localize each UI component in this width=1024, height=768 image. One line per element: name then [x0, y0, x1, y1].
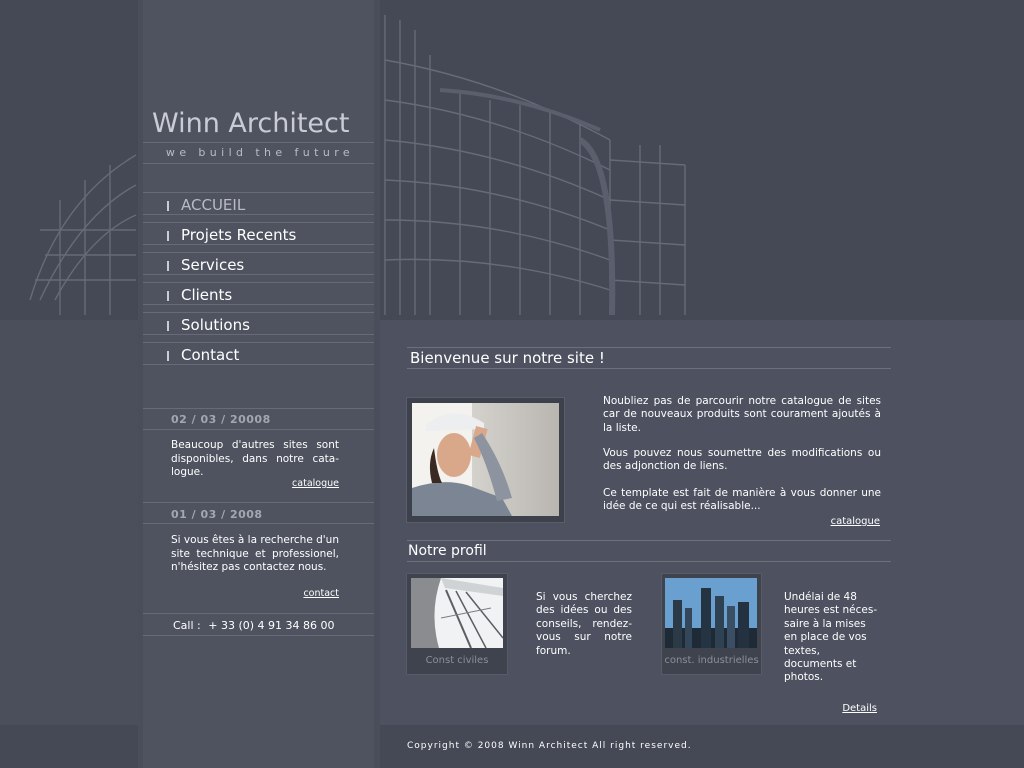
nav-item-label: ACCUEIL [181, 196, 246, 214]
nav-item-label: Clients [181, 286, 233, 304]
call-info [173, 619, 335, 632]
profile-card-text: Si vous cherchez des idées ou des conseils, rendez-vous sur notre forum. [536, 591, 632, 657]
nav-marker-icon [167, 351, 169, 361]
divider [143, 304, 374, 305]
divider [143, 364, 374, 365]
nav-item-projets-recents[interactable] [143, 222, 374, 244]
nav-item-accueil[interactable] [143, 192, 374, 214]
divider [143, 408, 374, 409]
call-number[interactable]: + 33 (0) 4 91 34 86 00 [208, 619, 335, 632]
news-link-contact[interactable]: contact [303, 588, 339, 599]
section-divider [407, 561, 891, 562]
section-divider [407, 368, 891, 369]
news-text: Si vous êtes à la recherche d'un site technique et professionel, n'hésitez pas contactez nous. [171, 534, 339, 573]
divider [143, 502, 374, 503]
profile-card-caption: const. industrielles [664, 655, 759, 666]
left-header-panel [0, 0, 138, 320]
nav-item-clients[interactable] [143, 282, 374, 304]
welcome-catalogue-link[interactable]: catalogue [830, 516, 880, 527]
civil-construction-photo [411, 578, 503, 648]
divider [143, 334, 374, 335]
divider [143, 613, 374, 614]
news-text: Beaucoup d'autres sites sont disponibles, dans notre cata-logue. [171, 439, 339, 478]
profile-card-civiles[interactable] [406, 573, 508, 675]
nav-item-label: Services [181, 256, 245, 274]
site-logo-title[interactable]: Winn Architect [152, 108, 350, 139]
nav-marker-icon [167, 231, 169, 241]
industrial-buildings-photo [665, 578, 757, 648]
nav-marker-icon [167, 261, 169, 271]
nav-item-contact[interactable] [143, 342, 374, 364]
nav-item-label: Solutions [181, 316, 250, 334]
call-label: Call : [173, 619, 201, 632]
header-banner [380, 0, 1024, 320]
profile-card-industrielles[interactable] [661, 573, 762, 675]
profile-card-caption: Const civiles [425, 655, 489, 666]
nav-marker-icon [167, 201, 169, 211]
site-tagline: we build the future [165, 146, 355, 159]
nav-item-services[interactable] [143, 252, 374, 274]
news-date: 02 / 03 / 20008 [171, 413, 271, 426]
nav-item-solutions[interactable] [143, 312, 374, 334]
welcome-paragraph: Noubliez pas de parcourir notre catalogue de sites car de nouveaux produits sont courament ajoutés à la liste. [603, 395, 881, 434]
welcome-title: Bienvenue sur notre site ! [410, 349, 605, 367]
divider [143, 429, 374, 430]
architect-woman-photo [412, 403, 559, 516]
news-date: 01 / 03 / 2008 [171, 508, 263, 521]
footer-copyright: Copyright © 2008 Winn Architect All right reserved. [407, 741, 692, 751]
footer-left-panel [0, 725, 138, 768]
section-divider [407, 540, 891, 541]
welcome-photo-frame [406, 397, 565, 523]
welcome-paragraph: Ce template est fait de manière à vous donner une idée de ce qui est réalisable... [603, 487, 881, 513]
divider [143, 635, 374, 636]
nav-marker-icon [167, 291, 169, 301]
divider [143, 142, 374, 143]
profile-title: Notre profil [408, 543, 487, 559]
nav-marker-icon [167, 321, 169, 331]
divider [143, 163, 374, 164]
divider [143, 523, 374, 524]
profile-details-link[interactable]: Details [842, 703, 877, 714]
nav-item-label: Projets Recents [181, 226, 297, 244]
section-divider [407, 347, 891, 348]
divider [143, 244, 374, 245]
welcome-paragraph: Vous pouvez nous soumettre des modifications ou des adjonction de liens. [603, 447, 881, 473]
news-link-catalogue[interactable]: catalogue [292, 478, 339, 489]
divider [143, 214, 374, 215]
divider [143, 274, 374, 275]
nav-item-label: Contact [181, 346, 240, 364]
profile-card-text: Undélai de 48 heures est néces-saire à la mises en place de vos textes, documents et photos. [784, 591, 878, 684]
